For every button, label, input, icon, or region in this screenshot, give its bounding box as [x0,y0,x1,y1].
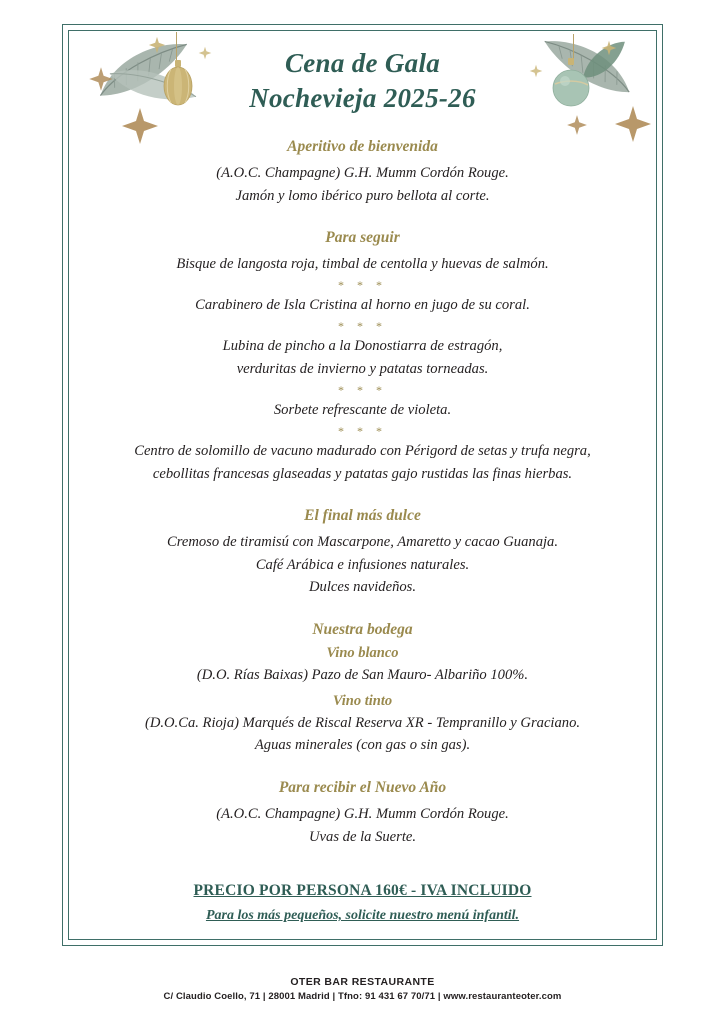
menu-line: Dulces navideños. [309,579,416,596]
page-title [80,46,645,116]
menu-line: Lubina de pincho a la Donostiarra de estragón, [222,338,503,355]
kids-menu-note: Para los más pequeños, solicite nuestro menú infantil. [205,908,520,924]
menu-line: Sorbete refrescante de violeta. [273,402,452,419]
menu-line: (A.O.C. Champagne) G.H. Mumm Cordón Rouge. [216,165,509,182]
menu-line: Carabinero de Isla Cristina al horno en jugo de su coral. [195,297,530,314]
course-separator: * * * [338,319,387,334]
menu-line: (D.O.Ca. Rioja) Marqués de Riscal Reserva XR - Tempranillo y Graciano. [144,714,581,731]
section-heading-cellar: Nuestra bodega [312,621,413,639]
price-line: PRECIO POR PERSONA 160€ - IVA INCLUIDO [193,882,532,900]
footer [0,976,725,1002]
subsection-heading-white-wine: Vino blanco [326,645,399,662]
course-separator: * * * [338,278,387,293]
menu-line: Cremoso de tiramisú con Mascarpone, Amaretto y cacao Guanaja. [166,534,558,551]
menu-line: cebollitas francesas glaseadas y patatas gajo rustidas las finas hierbas. [152,465,573,482]
menu-line: Bisque de langosta roja, timbal de centolla y huevas de salmón. [176,256,549,273]
title-line-1: Cena de Gala [284,48,441,78]
section-heading-main: Para seguir [325,229,400,247]
menu-line: (D.O. Rías Baixas) Pazo de San Mauro- Albariño 100%. [196,667,529,684]
title-line-2: Nochevieja 2025-26 [249,83,476,114]
course-separator: * * * [338,382,387,397]
menu-content [80,40,645,932]
section-heading-dessert: El final más dulce [304,507,421,525]
menu-line: Uvas de la Suerte. [309,828,416,845]
menu-line: (A.O.C. Champagne) G.H. Mumm Cordón Rouge. [216,805,509,822]
menu-line: Centro de solomillo de vacuno madurado con Périgord de setas y trufa negra, [134,443,591,460]
menu-line: Café Arábica e infusiones naturales. [255,556,470,573]
subsection-heading-red-wine: Vino tinto [332,692,393,709]
menu-line: verduritas de invierno y patatas torneadas. [236,361,489,378]
menu-line: Jamón y lomo ibérico puro bellota al corte. [235,187,490,204]
section-heading-welcome: Aperitivo de bienvenida [287,138,438,156]
course-separator: * * * [338,423,387,438]
restaurant-name: OTER BAR RESTAURANTE [290,976,435,988]
section-heading-newyear: Para recibir el Nuevo Año [278,778,447,796]
restaurant-address: C/ Claudio Coello, 71 | 28001 Madrid | Tfno: 91 431 67 70/71 | www.restauranteoter.com [163,991,562,1002]
menu-line: Aguas minerales (con gas o sin gas). [254,737,471,754]
